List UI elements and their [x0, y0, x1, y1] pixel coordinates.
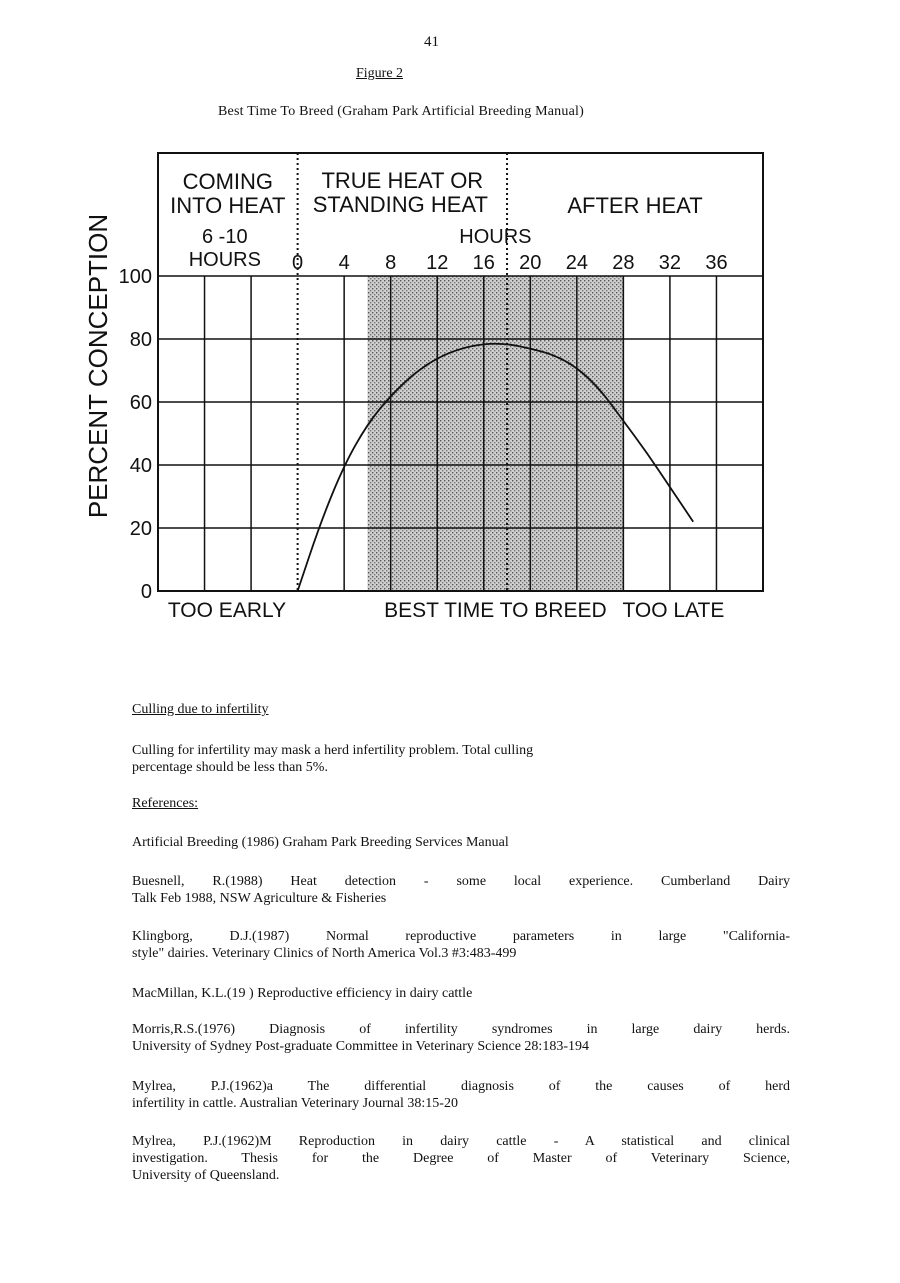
reference-entry: [132, 1133, 790, 1184]
conception-chart: [0, 140, 900, 630]
reference-entry: [132, 834, 790, 851]
page-number: 41: [424, 34, 439, 50]
reference-line: infertility in cattle. Australian Veterinary Journal 38:15-20: [132, 1096, 458, 1111]
culling-line: percentage should be less than 5%.: [132, 760, 328, 775]
x-axis-label: HOURS: [459, 226, 532, 248]
figure-title: Best Time To Breed (Graham Park Artificial Breeding Manual): [218, 104, 584, 119]
region-label-coming-hours: HOURS: [188, 249, 261, 271]
reference-entry: [132, 1021, 790, 1055]
region-label-coming: INTO HEAT: [170, 193, 286, 218]
y-axis-label: PERCENT CONCEPTION: [83, 213, 113, 519]
reference-line: University of Sydney Post-graduate Committee in Veterinary Science 28:183-194: [132, 1039, 589, 1054]
reference-line: Mylrea, P.J.(1962)a The differential diagnosis of the causes of herd: [132, 1079, 790, 1094]
x-tick-label: 12: [426, 252, 449, 274]
reference-entry: [132, 985, 790, 1002]
x-tick-label: 16: [472, 252, 495, 274]
region-label-after-heat: AFTER HEAT: [567, 193, 703, 218]
reference-line: University of Queensland.: [132, 1168, 280, 1183]
culling-line: Culling for infertility may mask a herd infertility problem. Total culling: [132, 743, 534, 758]
reference-line: Buesnell, R.(1988) Heat detection - some local experience. Cumberland Dairy: [132, 874, 790, 889]
best-time-band: [367, 276, 623, 591]
y-tick-label: 0: [140, 581, 152, 603]
x-tick-label: 0: [292, 252, 304, 274]
x-tick-label: 8: [385, 252, 397, 274]
x-tick-label: 4: [338, 252, 350, 274]
reference-line: MacMillan, K.L.(19 ) Reproductive efficiency in dairy cattle: [132, 986, 473, 1001]
culling-paragraph: [132, 742, 790, 776]
y-tick-label: 60: [129, 392, 152, 414]
y-tick-label: 80: [129, 329, 152, 351]
region-label-coming: COMING: [182, 169, 274, 194]
region-label-true-heat: STANDING HEAT: [312, 192, 488, 217]
figure-label: Figure 2: [356, 66, 404, 81]
x-tick-label: 32: [658, 252, 682, 274]
x-tick-label: 28: [612, 252, 635, 274]
bottom-label-too-early: TOO EARLY: [167, 599, 287, 622]
region-label-true-heat: TRUE HEAT OR: [321, 168, 484, 193]
y-tick-label: 40: [129, 455, 152, 477]
x-tick-label: 24: [565, 252, 588, 274]
reference-entry: [132, 1078, 790, 1112]
reference-line: Mylrea, P.J.(1962)M Reproduction in dairy cattle - A statistical and clinical: [132, 1134, 790, 1149]
references-heading: References:: [132, 796, 199, 811]
reference-line: style" dairies. Veterinary Clinics of North America Vol.3 #3:483-499: [132, 946, 517, 961]
y-tick-label: 100: [118, 266, 152, 288]
reference-line: Talk Feb 1988, NSW Agriculture & Fisheries: [132, 891, 387, 906]
reference-line: investigation. Thesis for the Degree of Master of Veterinary Science,: [132, 1151, 790, 1166]
bottom-label-too-late: TOO LATE: [622, 599, 725, 622]
region-label-coming-hours: 6 -10: [202, 226, 248, 248]
reference-line: Klingborg, D.J.(1987) Normal reproductive parameters in large "California-: [132, 929, 790, 944]
reference-line: Morris,R.S.(1976) Diagnosis of infertility syndromes in large dairy herds.: [132, 1022, 790, 1037]
reference-line: Artificial Breeding (1986) Graham Park Breeding Services Manual: [132, 835, 509, 850]
bottom-label-best-time: BEST TIME TO BREED: [384, 599, 607, 622]
reference-entry: [132, 928, 790, 962]
x-tick-label: 20: [519, 252, 542, 274]
y-tick-label: 20: [129, 518, 152, 540]
reference-entry: [132, 873, 790, 907]
x-tick-label: 36: [705, 252, 728, 274]
culling-heading: Culling due to infertility: [132, 702, 269, 717]
